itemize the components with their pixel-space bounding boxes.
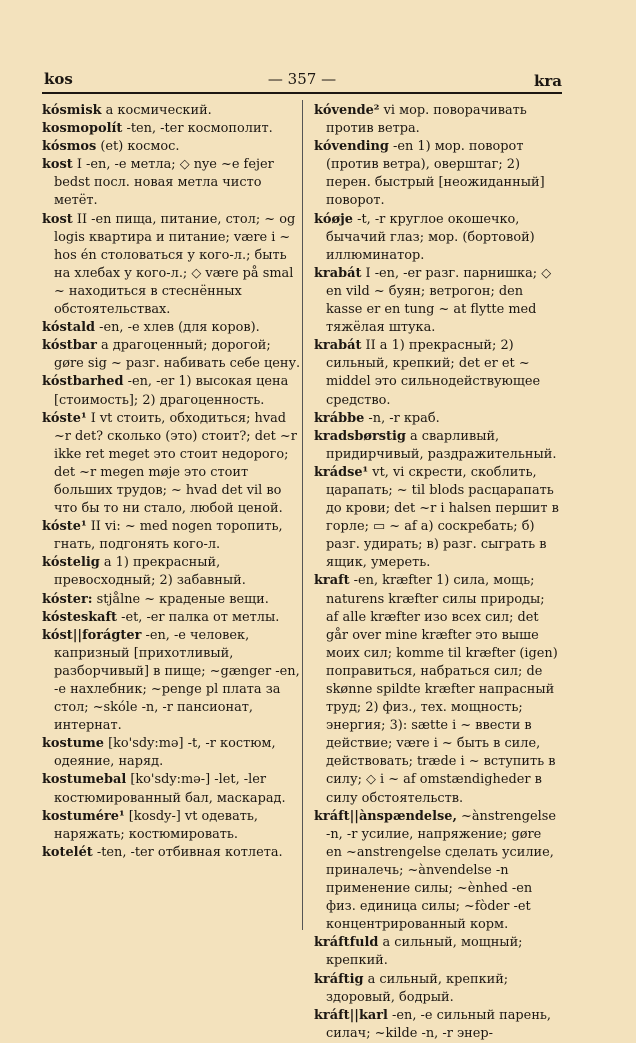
dictionary-entry xyxy=(314,337,560,409)
entry-headword: kost xyxy=(42,157,73,173)
entry-headword: kotelét xyxy=(42,844,93,860)
entry-definition: vi мор. поворачивать против ветра. xyxy=(326,103,527,137)
dictionary-entry xyxy=(314,808,560,935)
dictionary-entry xyxy=(42,771,304,807)
entry-headword: kraft xyxy=(314,573,350,589)
dictionary-entry xyxy=(42,337,304,373)
entry-definition: -ten, -ter космополит. xyxy=(122,121,273,137)
entry-headword: kóstald xyxy=(42,320,96,336)
entry-headword: kráft||ànspændelse, xyxy=(314,808,457,824)
entry-definition: -en, -er 1) высокая цена [стоимость]; 2) драгоценность. xyxy=(54,374,289,408)
dictionary-entry xyxy=(42,808,304,844)
entry-headword: kóstelig xyxy=(42,555,100,571)
entry-headword: kóøje xyxy=(314,211,353,227)
left-column xyxy=(42,102,304,862)
entry-headword: krabát xyxy=(314,338,362,354)
right-column xyxy=(314,102,560,1043)
dictionary-entry xyxy=(314,138,560,210)
entry-definition: -n, -r краб. xyxy=(364,410,440,426)
entry-definition: a драгоценный; дорогой; gøre sig ~ разг. набивать себе цену. xyxy=(54,338,301,372)
dictionary-entry xyxy=(42,319,304,337)
dictionary-entry xyxy=(42,138,304,156)
left-guide-word: kos xyxy=(44,70,73,88)
dictionary-entry xyxy=(314,410,560,428)
entry-definition: II a 1) прекрасный; 2) сильный, крепкий; det er et ~ middel это сильнодействующее средство. xyxy=(326,338,541,408)
dictionary-entry xyxy=(42,211,304,320)
entry-definition: -en, -e сильный парень, силач; ~kilde -n, -r энер- xyxy=(326,1007,552,1041)
dictionary-entry xyxy=(42,735,304,771)
entry-definition: -en, -e хлев (для коров). xyxy=(95,320,260,336)
dictionary-entry xyxy=(42,410,304,519)
dictionary-entry xyxy=(314,211,560,265)
entry-definition: II -en пища, питание, стол; ~ og logis квартира и питание; være i ~ hos én столоваться у кого-л.; быть на хлебах у кого-л.; ◇ være på smal ~ находиться в стеснённых обстоятельствах. xyxy=(54,211,296,318)
entry-headword: kráftig xyxy=(314,971,364,987)
entry-definition: a космический. xyxy=(101,103,212,118)
entry-definition: -en, kræfter 1) сила, мощь; naturens kræfter силы природы; af alle kræfter изо всех сил; det går over mine kræfter это выше моих сил; komme til kræfter (igen) поправиться, набраться сил; de skønne spildte kræfter напрасный труд; 2) физ., тех. мощность; энергия; 3): sætte i ~ ввести в действие; være i ~ быть в силе, действовать; træde i ~ вступить в силу; ◇ i ~ af omstændigheder в силу обстоятельств. xyxy=(326,573,558,806)
entry-definition: II vi: ~ med nogen торопить, гнать, подгонять кого-л. xyxy=(54,519,283,553)
dictionary-entry xyxy=(42,373,304,409)
entry-headword: kradsbørstig xyxy=(314,428,406,444)
entry-definition: I vt стоить, обходиться; hvad ~r det? сколько (это) стоит?; det ~r ikke ret meget это стоит недорого; det ~r megen møje это стоит больших трудов; ~ hvad det vil во что бы то ни стало, любой ценой. xyxy=(54,410,297,517)
entry-headword: kóste¹ xyxy=(42,410,87,426)
dictionary-entry xyxy=(42,518,304,554)
entry-definition: I -en, -e метла; ◇ nye ~e fejer bedst посл. новая метла чисто метёт. xyxy=(54,157,274,209)
entry-definition: -et, -er палка от метлы. xyxy=(116,609,280,625)
dictionary-entry xyxy=(314,934,560,970)
dictionary-entry xyxy=(314,572,560,807)
dictionary-entry xyxy=(42,102,304,120)
entry-headword: kosmopolít xyxy=(42,121,123,137)
dictionary-entry xyxy=(42,627,304,736)
dictionary-entry xyxy=(42,609,304,627)
entry-definition: -en 1) мор. поворот (против ветра), оверштаг; 2) перен. быстрый [неожиданный] поворот. xyxy=(326,139,545,209)
entry-headword: krábbe xyxy=(314,410,365,426)
entry-headword: kráft||karl xyxy=(314,1007,388,1023)
entry-headword: kostumebal xyxy=(42,772,127,788)
dictionary-entry xyxy=(42,120,304,138)
entry-headword: krabát xyxy=(314,265,362,281)
entry-definition: [kosdy-] vt одевать, наряжать; костюмировать. xyxy=(54,808,259,842)
entry-headword: kóste¹ xyxy=(42,519,87,535)
entry-definition: [ko'sdy:mə] -t, -r костюм, одеяние, наряд. xyxy=(54,736,276,770)
entry-definition: a сильный, мощный; крепкий. xyxy=(326,935,523,969)
entry-headword: kost xyxy=(42,211,73,227)
page-number: — 357 — xyxy=(267,70,337,88)
entry-definition: a сварливый, придирчивый, раздражительный. xyxy=(326,428,557,462)
dictionary-entry xyxy=(42,554,304,590)
entry-definition: [ko'sdy:mə-] -let, -ler костюмированный бал, маскарад. xyxy=(54,772,286,806)
entry-headword: kóstbarhed xyxy=(42,374,124,390)
dictionary-entry xyxy=(314,428,560,464)
entry-headword: kóvending xyxy=(314,139,389,155)
entry-definition: -ten, -ter отбивная котлета. xyxy=(92,844,283,860)
entry-definition: vt, vi скрести, скоблить, царапать; ~ til blods расцарапать до крови; det ~r i halsen першит в горле; ▭ ~ af a) соскребать; б) разг. удирать; в) разг. сыграть в ящик, умереть. xyxy=(326,464,559,571)
dictionary-entry xyxy=(314,1007,560,1043)
entry-headword: kósteskaft xyxy=(42,609,117,625)
entry-definition: stjålne ~ краденые вещи. xyxy=(92,591,269,607)
entry-headword: kostumére¹ xyxy=(42,808,125,824)
entry-definition: -en, -e человек, капризный [прихотливый, разборчивый] в пище; ~gænger -en, -e нахлебник; ~penge pl плата за стол; ~skóle -n, -r пансионат, интернат. xyxy=(54,627,300,734)
right-guide-word: kra xyxy=(533,72,562,90)
entry-headword: kóstbar xyxy=(42,338,97,354)
entry-definition: a 1) прекрасный, превосходный; 2) забавный. xyxy=(54,555,246,589)
entry-headword: kóvende² xyxy=(314,103,380,118)
entry-definition: a сильный, крепкий; здоровый, бодрый. xyxy=(326,971,509,1005)
page-header xyxy=(42,70,562,94)
entry-headword: kósmisk xyxy=(42,103,102,118)
entry-definition: ~ànstrengelse -n, -r усилие, напряжение; gøre en ~anstrengelse сделать усилие, приналечь; ~ànvendelse -n применение силы; ~ènhed -en физ. единица силы; ~fòder -et концентрированный корм. xyxy=(326,808,556,933)
entry-definition: -t, -r круглое окошечко, бычачий глаз; мор. (бортовой) иллюминатор. xyxy=(326,211,535,263)
entry-definition: (et) космос. xyxy=(96,139,180,155)
dictionary-entry xyxy=(314,102,560,138)
dictionary-entry xyxy=(314,265,560,337)
dictionary-entry xyxy=(42,591,304,609)
dictionary-entry xyxy=(314,464,560,573)
entry-headword: kostume xyxy=(42,736,104,752)
entry-headword: krádse¹ xyxy=(314,464,369,480)
entry-headword: kráftfuld xyxy=(314,935,379,951)
entry-headword: kóster: xyxy=(42,591,93,607)
entry-headword: kósmos xyxy=(42,139,97,155)
dictionary-entry xyxy=(42,844,304,862)
entry-definition: I -en, -er разг. парнишка; ◇ en vild ~ буян; ветрогон; den kasse er en tung ~ at flytte med тяжёлая штука. xyxy=(326,265,552,336)
entry-headword: kóst||forágter xyxy=(42,627,142,643)
dictionary-entry xyxy=(42,156,304,210)
dictionary-entry xyxy=(314,971,560,1007)
